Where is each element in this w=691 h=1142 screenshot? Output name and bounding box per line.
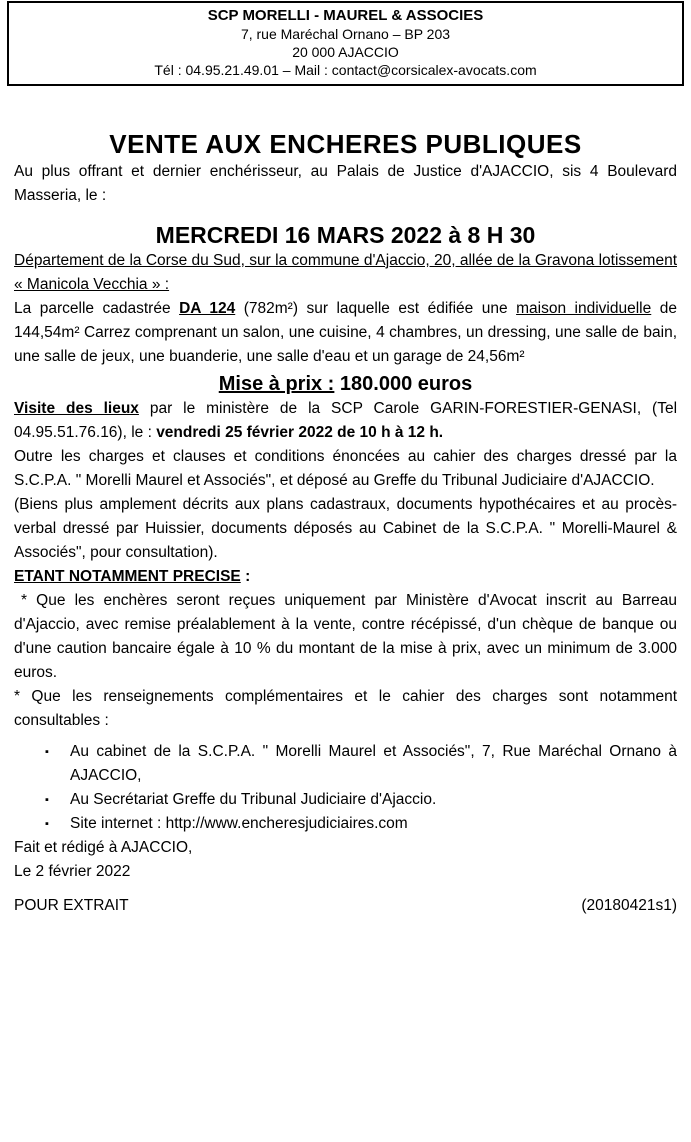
square-bullet-icon: ▪ (45, 818, 49, 830)
list-item-text: Au Secrétariat Greffe du Tribunal Judiciaire d'Ajaccio. (70, 791, 437, 808)
square-bullet-icon: ▪ (45, 746, 49, 758)
visit-body: par le ministère de la SCP Carole GARIN-FORESTIER-GENASI, (Tel 04.95.51.76.16), le : (14, 400, 678, 441)
document-body (14, 128, 677, 918)
list-item-text: Au cabinet de la S.C.P.A. " Morelli Maurel et Associés", 7, Rue Maréchal Ornano à AJACCIO, (70, 743, 677, 784)
document-title: VENTE AUX ENCHERES PUBLIQUES (109, 129, 582, 159)
list-item (14, 740, 677, 788)
place-line: Fait et rédigé à AJACCIO, (14, 839, 193, 856)
notices-heading-colon: : (240, 568, 251, 585)
extract-label: POUR EXTRAIT (14, 897, 129, 914)
firm-name: SCP MORELLI - MAUREL & ASSOCIES (207, 7, 484, 24)
square-bullet-icon: ▪ (45, 794, 49, 806)
firm-address: 7, rue Maréchal Ornano – BP 203 (240, 26, 451, 42)
reference-code: (20180421s1) (581, 897, 677, 914)
letterhead-box (7, 1, 684, 86)
visit-label: Visite des lieux (14, 400, 139, 417)
property-lead: La parcelle cadastrée (14, 300, 180, 317)
price-label: Mise à prix : (218, 373, 335, 395)
property-middle: (782m²) sur laquelle est édifiée une (235, 300, 517, 317)
firm-contact: Tél : 04.95.21.49.01 – Mail : contact@corsicalex-avocats.com (154, 62, 537, 78)
visit-paragraph (14, 397, 677, 445)
consultation-paragraph: (Biens plus amplement décrits aux plans cadastraux, documents hypothécaires et au procès-verbal dressé par Huissier, documents déposés au Cabinet de la S.C.P.A. " Morelli-Maurel & Associés", pour consultation). (14, 496, 677, 561)
list-item (14, 812, 677, 836)
visit-schedule: vendredi 25 février 2022 de 10 h à 12 h. (156, 424, 444, 441)
info-clause: * Que les renseignements complémentaires et le cahier des charges sont notamment consultables : (14, 688, 677, 729)
notices-heading-text: ETANT NOTAMMENT PRECISE (14, 568, 241, 585)
date-line: Le 2 février 2022 (14, 863, 131, 880)
list-item (14, 788, 677, 812)
price-line (14, 371, 677, 397)
extract-row (14, 894, 677, 918)
property-tail: de 144,54m² Carrez comprenant un salon, une cuisine, 4 chambres, un dressing, une salle de bain, une salle de jeux, une buanderie, une salle d'eau et un garage de 24,56m² (14, 300, 677, 365)
property-paragraph (14, 297, 677, 369)
firm-city: 20 000 AJACCIO (292, 44, 399, 60)
house-emphasis: maison individuelle (516, 300, 652, 317)
notices-heading (14, 565, 677, 589)
consultation-list (14, 740, 677, 836)
location-paragraph: Département de la Corse du Sud, sur la commune d'Ajaccio, 20, allée de la Gravona lotissement « Manicola Vecchia » : (14, 252, 677, 293)
charges-paragraph: Outre les charges et clauses et conditions énoncées au cahier des charges dressé par la S.C.P.A. " Morelli Maurel et Associés", et déposé au Greffe du Tribunal Judiciaire d'AJACCIO. (14, 448, 677, 489)
auction-datetime: MERCREDI 16 MARS 2022 à 8 H 30 (155, 222, 536, 248)
deposit-clause: * Que les enchères seront reçues uniquement par Ministère d'Avocat inscrit au Barreau d'Ajaccio, avec remise préalablement à la vente, contre récépissé, d'un chèque de banque ou d'une caution bancaire égale à 10 % du montant de la mise à prix, avec un minimum de 3.000 euros. (14, 592, 677, 681)
parcel-reference: DA 124 (179, 300, 236, 317)
document-page (0, 1, 691, 1142)
intro-paragraph: Au plus offrant et dernier enchérisseur, au Palais de Justice d'AJACCIO, sis 4 Boulevard Masseria, le : (14, 163, 677, 204)
list-item-text: Site internet : http://www.encheresjudiciaires.com (70, 815, 408, 832)
price-amount: 180.000 euros (334, 373, 473, 395)
